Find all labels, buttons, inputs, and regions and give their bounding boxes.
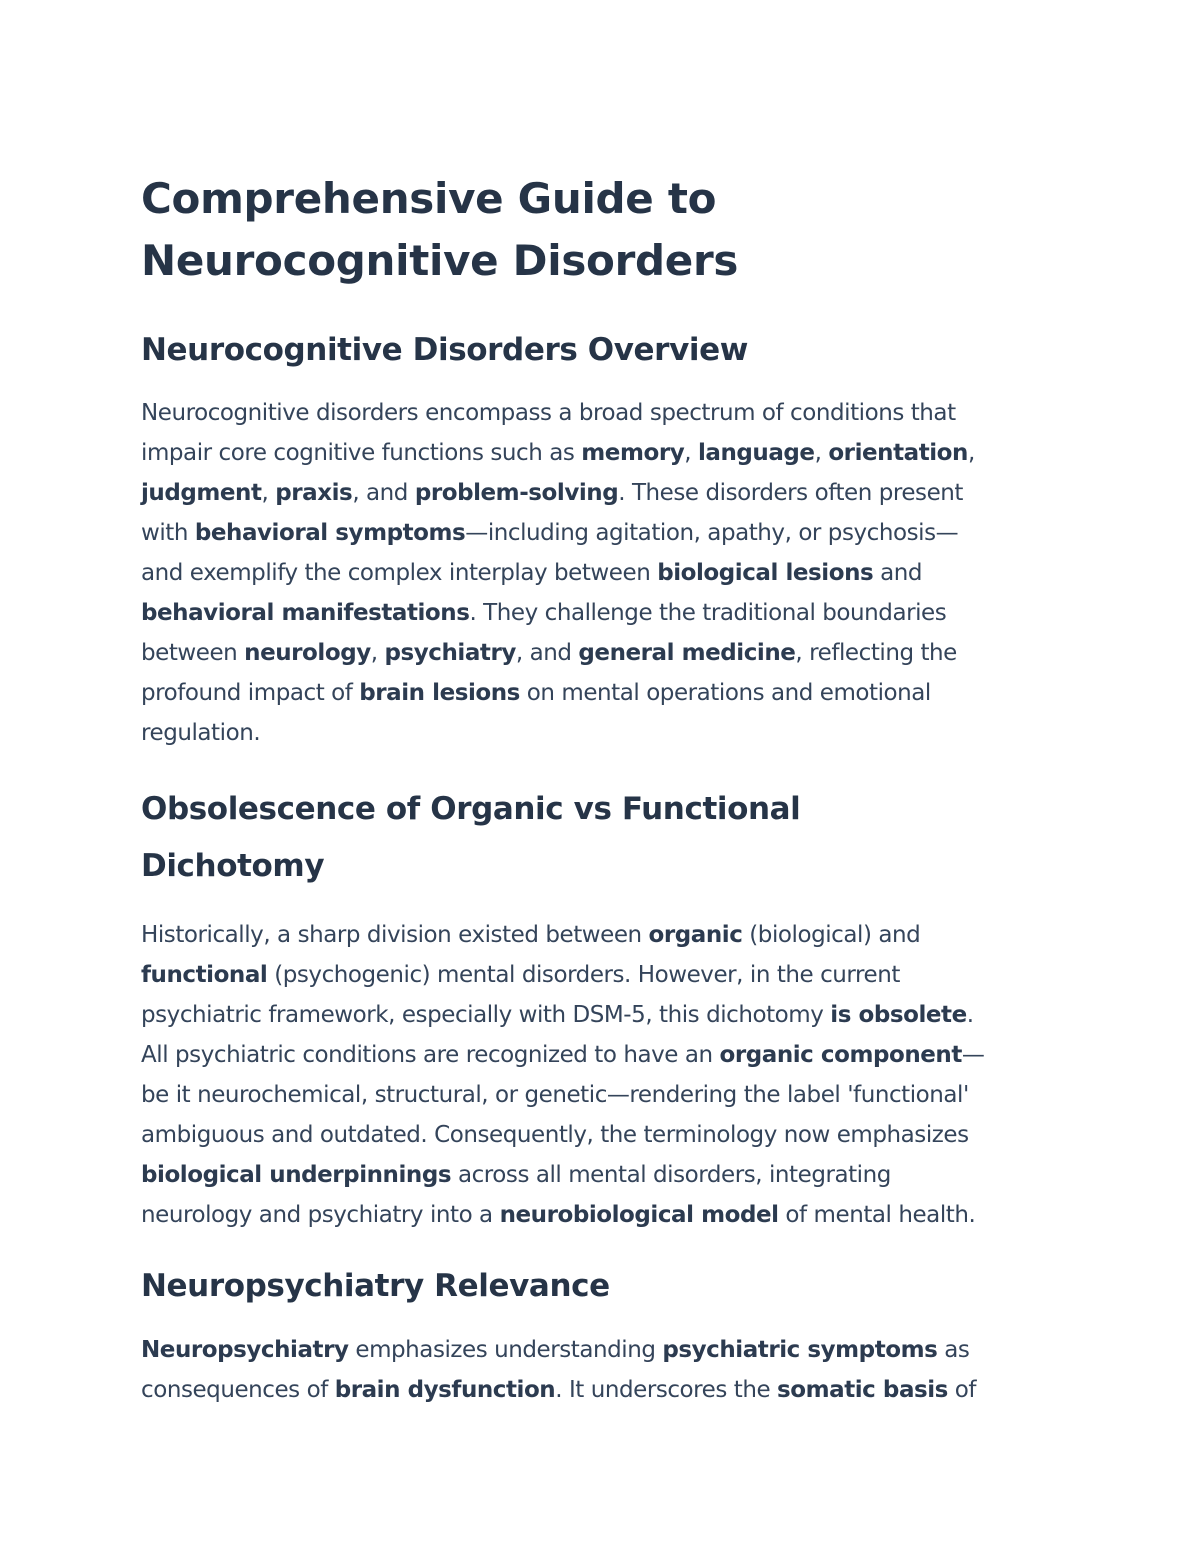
section-paragraph-overview [141, 393, 1066, 753]
bold-term: organic component [719, 1042, 962, 1068]
paragraph-line [141, 633, 1066, 673]
section-heading-obsolescence [141, 781, 1066, 895]
text-run: , reflecting the [795, 640, 957, 666]
bold-term: Neuropsychiatry [141, 1337, 349, 1363]
paragraph-line [141, 1370, 1066, 1410]
bold-term: neurobiological model [499, 1202, 779, 1228]
text-run: regulation. [141, 720, 261, 746]
text-run: , and [515, 640, 579, 666]
text-run: ambiguous and outdated. Consequently, the terminology now emphasizes [141, 1122, 969, 1148]
text-run: (biological) and [742, 922, 921, 948]
bold-term: brain dysfunction [334, 1377, 556, 1403]
section-paragraph-obsolescence [141, 915, 1066, 1235]
paragraph-line [141, 995, 1066, 1035]
text-run: across all mental disorders, integrating [451, 1162, 891, 1188]
paragraph-line [141, 1075, 1066, 1115]
text-run: of mental health. [778, 1202, 976, 1228]
bold-term: problem-solving [414, 480, 619, 506]
bold-term: neurology [244, 640, 371, 666]
bold-term: somatic basis [777, 1377, 948, 1403]
section-paragraph-neuropsychiatry [141, 1330, 1066, 1410]
bold-term: organic [648, 922, 743, 948]
text-run: , [684, 440, 698, 466]
bold-term: psychiatric symptoms [662, 1337, 938, 1363]
text-run: All psychiatric conditions are recognized to have an [141, 1042, 720, 1068]
text-run: Historically, a sharp division existed between [141, 922, 649, 948]
text-run: , [967, 440, 975, 466]
text-run: , [261, 480, 276, 506]
bold-term: behavioral manifestations [141, 600, 470, 626]
paragraph-line [141, 915, 1066, 955]
document-page [141, 168, 1066, 1410]
paragraph-line [141, 955, 1066, 995]
bold-term: psychiatry [384, 640, 516, 666]
bold-term: is obsolete [830, 1002, 967, 1028]
paragraph-line [141, 433, 1066, 473]
paragraph-line [141, 593, 1066, 633]
text-run: psychiatric framework, especially with DSM-5, this dichotomy [141, 1002, 831, 1028]
section-heading-neuropsychiatry [141, 1261, 1066, 1311]
paragraph-line [141, 1155, 1066, 1195]
paragraph-line [141, 513, 1066, 553]
text-run: (psychogenic) mental disorders. However, in the current [267, 962, 900, 988]
title-line: Comprehensive Guide to [141, 174, 717, 223]
bold-term: biological underpinnings [141, 1162, 452, 1188]
paragraph-line [141, 393, 1066, 433]
text-run: between [141, 640, 245, 666]
bold-term: functional [141, 962, 268, 988]
bold-term: biological lesions [657, 560, 874, 586]
text-run: emphasizes understanding [348, 1337, 663, 1363]
heading-line: Neurocognitive Disorders Overview [141, 332, 748, 368]
text-run: . [966, 1002, 974, 1028]
text-run: —including agitation, apathy, or psychosis— [465, 520, 959, 546]
text-run: . It underscores the [555, 1377, 778, 1403]
text-run: consequences of [141, 1377, 335, 1403]
heading-line: Obsolescence of Organic vs Functional [141, 791, 801, 827]
text-run: . They challenge the traditional boundaries [469, 600, 947, 626]
text-run: be it neurochemical, structural, or genetic—rendering the label 'functional' [141, 1082, 969, 1108]
title-line: Neurocognitive Disorders [141, 236, 739, 285]
text-run: of [947, 1377, 977, 1403]
bold-term: language [697, 440, 815, 466]
text-run: . These disorders often present [618, 480, 963, 506]
paragraph-line [141, 1195, 1066, 1235]
text-run: on mental operations and emotional [519, 680, 931, 706]
text-run: and exemplify the complex interplay between [141, 560, 658, 586]
document-title [141, 168, 1066, 292]
text-run: neurology and psychiatry into a [141, 1202, 500, 1228]
section-heading-overview [141, 325, 1066, 375]
text-run: Neurocognitive disorders encompass a broad spectrum of conditions that [141, 400, 956, 426]
bold-term: praxis [275, 480, 353, 506]
bold-term: general medicine [578, 640, 796, 666]
text-run: with [141, 520, 195, 546]
text-run: impair core cognitive functions such as [141, 440, 582, 466]
text-run: — [961, 1042, 985, 1068]
text-run: , [370, 640, 385, 666]
heading-line: Neuropsychiatry Relevance [141, 1268, 610, 1304]
bold-term: memory [581, 440, 685, 466]
bold-term: orientation [828, 440, 968, 466]
paragraph-line [141, 1115, 1066, 1155]
paragraph-line [141, 553, 1066, 593]
bold-term: behavioral symptoms [194, 520, 466, 546]
text-run: profound impact of [141, 680, 360, 706]
text-run: , and [352, 480, 415, 506]
text-run: and [873, 560, 923, 586]
text-run: as [937, 1337, 970, 1363]
paragraph-line [141, 1035, 1066, 1075]
bold-term: brain lesions [359, 680, 520, 706]
paragraph-line [141, 673, 1066, 713]
text-run: , [814, 440, 829, 466]
paragraph-line [141, 1330, 1066, 1370]
paragraph-line [141, 713, 1066, 753]
bold-term: judgment [141, 480, 262, 506]
paragraph-line [141, 473, 1066, 513]
heading-line: Dichotomy [141, 848, 325, 884]
